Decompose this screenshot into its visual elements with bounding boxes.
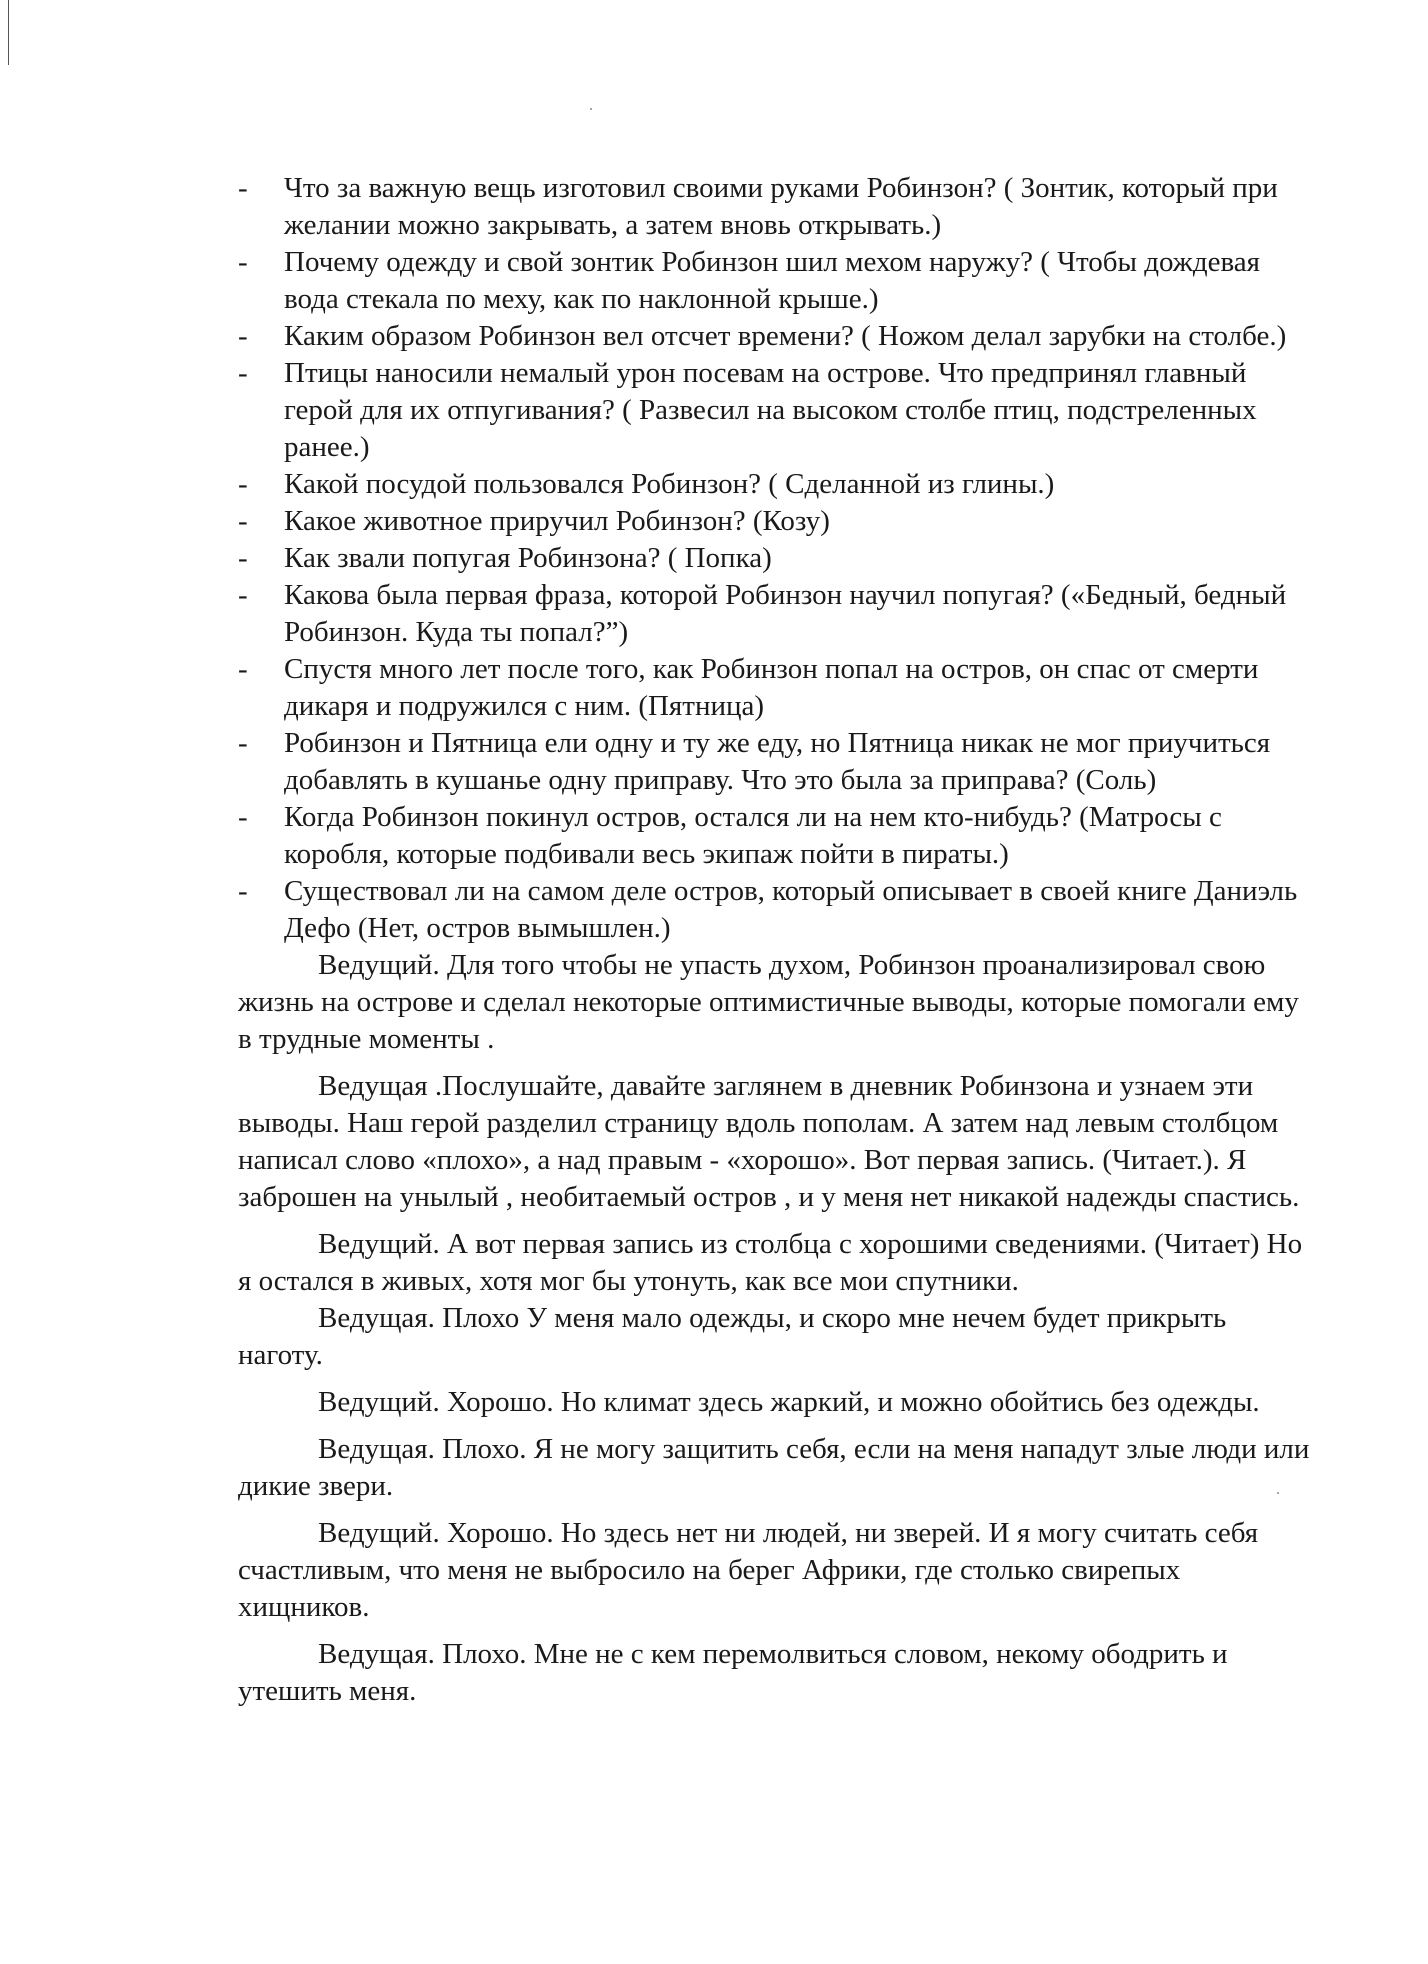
question-item — [238, 503, 1318, 540]
question-item — [238, 725, 1318, 799]
question-item — [238, 873, 1318, 947]
list-dash: - — [238, 653, 248, 685]
list-dash: - — [238, 172, 248, 204]
question-text: Какое животное приручил Робинзон? (Козу) — [284, 505, 830, 537]
list-dash: - — [238, 875, 248, 907]
document-page — [238, 170, 1318, 1710]
list-dash: - — [238, 320, 248, 352]
list-dash: - — [238, 542, 248, 574]
scan-edge-line — [8, 0, 9, 65]
question-text: Птицы наносили немалый урон посевам на острове. Что предпринял главный герой для их отпугивания? ( Развесил на высоком столбе птиц, подстреленных ранее.) — [284, 357, 1257, 463]
dialogue-paragraph: Ведущая. Плохо У меня мало одежды, и скоро мне нечем будет прикрыть наготу. — [238, 1302, 1227, 1371]
question-text: Когда Робинзон покинул остров, остался ли на нем кто-нибудь? (Матросы с коробля, которые подбивали весь экипаж пойти в пираты.) — [284, 801, 1222, 870]
list-dash: - — [238, 468, 248, 500]
question-item — [238, 799, 1318, 873]
dialogue-paragraph: Ведущий. Для того чтобы не упасть духом, Робинзон проанализировал свою жизнь на острове и сделал некоторые оптимистичные выводы, которые помогали ему в трудные моменты . — [238, 949, 1299, 1055]
dialogue-paragraph: Ведущий. А вот первая запись из столбца с хорошими сведениями. (Читает) Но я остался в живых, хотя мог бы утонуть, как все мои спутники. — [238, 1228, 1303, 1297]
question-item — [238, 318, 1318, 355]
list-dash: - — [238, 727, 248, 759]
question-text: Как звали попугая Робинзона? ( Попка) — [284, 542, 772, 574]
list-dash: - — [238, 801, 248, 833]
question-text: Какой посудой пользовался Робинзон? ( Сделанной из глины.) — [284, 468, 1055, 500]
question-text: Что за важную вещь изготовил своими руками Робинзон? ( Зонтик, который при желании можно закрывать, а затем вновь открывать.) — [284, 172, 1278, 241]
question-text: Существовал ли на самом деле остров, который описывает в своей книге Даниэль Дефо (Нет, остров вымышлен.) — [284, 875, 1298, 944]
dialogue-paragraph: Ведущий. Хорошо. Но климат здесь жаркий, и можно обойтись без одежды. — [318, 1386, 1260, 1418]
question-item — [238, 651, 1318, 725]
list-dash: - — [238, 357, 248, 389]
question-item — [238, 170, 1318, 244]
list-dash: - — [238, 246, 248, 278]
dialogue-paragraph: Ведущая. Плохо. Я не могу защитить себя, если на меня нападут злые люди или дикие звери. — [238, 1433, 1310, 1502]
question-text: Какова была первая фраза, которой Робинзон научил попугая? («Бедный, бедный Робинзон. Куда ты попал?”) — [284, 579, 1287, 648]
question-item — [238, 244, 1318, 318]
question-text: Каким образом Робинзон вел отсчет времени? ( Ножом делал зарубки на столбе.) — [284, 320, 1287, 352]
dialogue-paragraph: Ведущий. Хорошо. Но здесь нет ни людей, ни зверей. И я могу считать себя счастливым, что меня не выбросило на берег Африки, где столько свирепых хищников. — [238, 1517, 1259, 1623]
question-text: Спустя много лет после того, как Робинзон попал на остров, он спас от смерти дикаря и подружился с ним. (Пятница) — [284, 653, 1259, 722]
question-list — [238, 170, 1318, 947]
list-dash: - — [238, 579, 248, 611]
question-item — [238, 466, 1318, 503]
question-text: Робинзон и Пятница ели одну и ту же еду, но Пятница никак не мог приучиться добавлять в кушанье одну приправу. Что это была за приправа? (Соль) — [284, 727, 1271, 796]
dialogue-paragraph: Ведущая .Послушайте, давайте заглянем в дневник Робинзона и узнаем эти выводы. Наш герой разделил страницу вдоль пополам. А затем над левым столбцом написал слово «плохо», а над правым - «хорошо». Вот первая запись. (Читает.). Я заброшен на унылый , необитаемый остров , и у меня нет никакой надежды спастись. — [238, 1070, 1300, 1213]
question-text: Почему одежду и свой зонтик Робинзон шил мехом наружу? ( Чтобы дождевая вода стекала по меху, как по наклонной крыше.) — [284, 246, 1260, 315]
list-dash: - — [238, 505, 248, 537]
question-item — [238, 540, 1318, 577]
question-item — [238, 577, 1318, 651]
question-item — [238, 355, 1318, 466]
scan-speck — [590, 108, 592, 110]
dialogue-paragraph: Ведущая. Плохо. Мне не с кем перемолвиться словом, некому ободрить и утешить меня. — [238, 1638, 1228, 1707]
